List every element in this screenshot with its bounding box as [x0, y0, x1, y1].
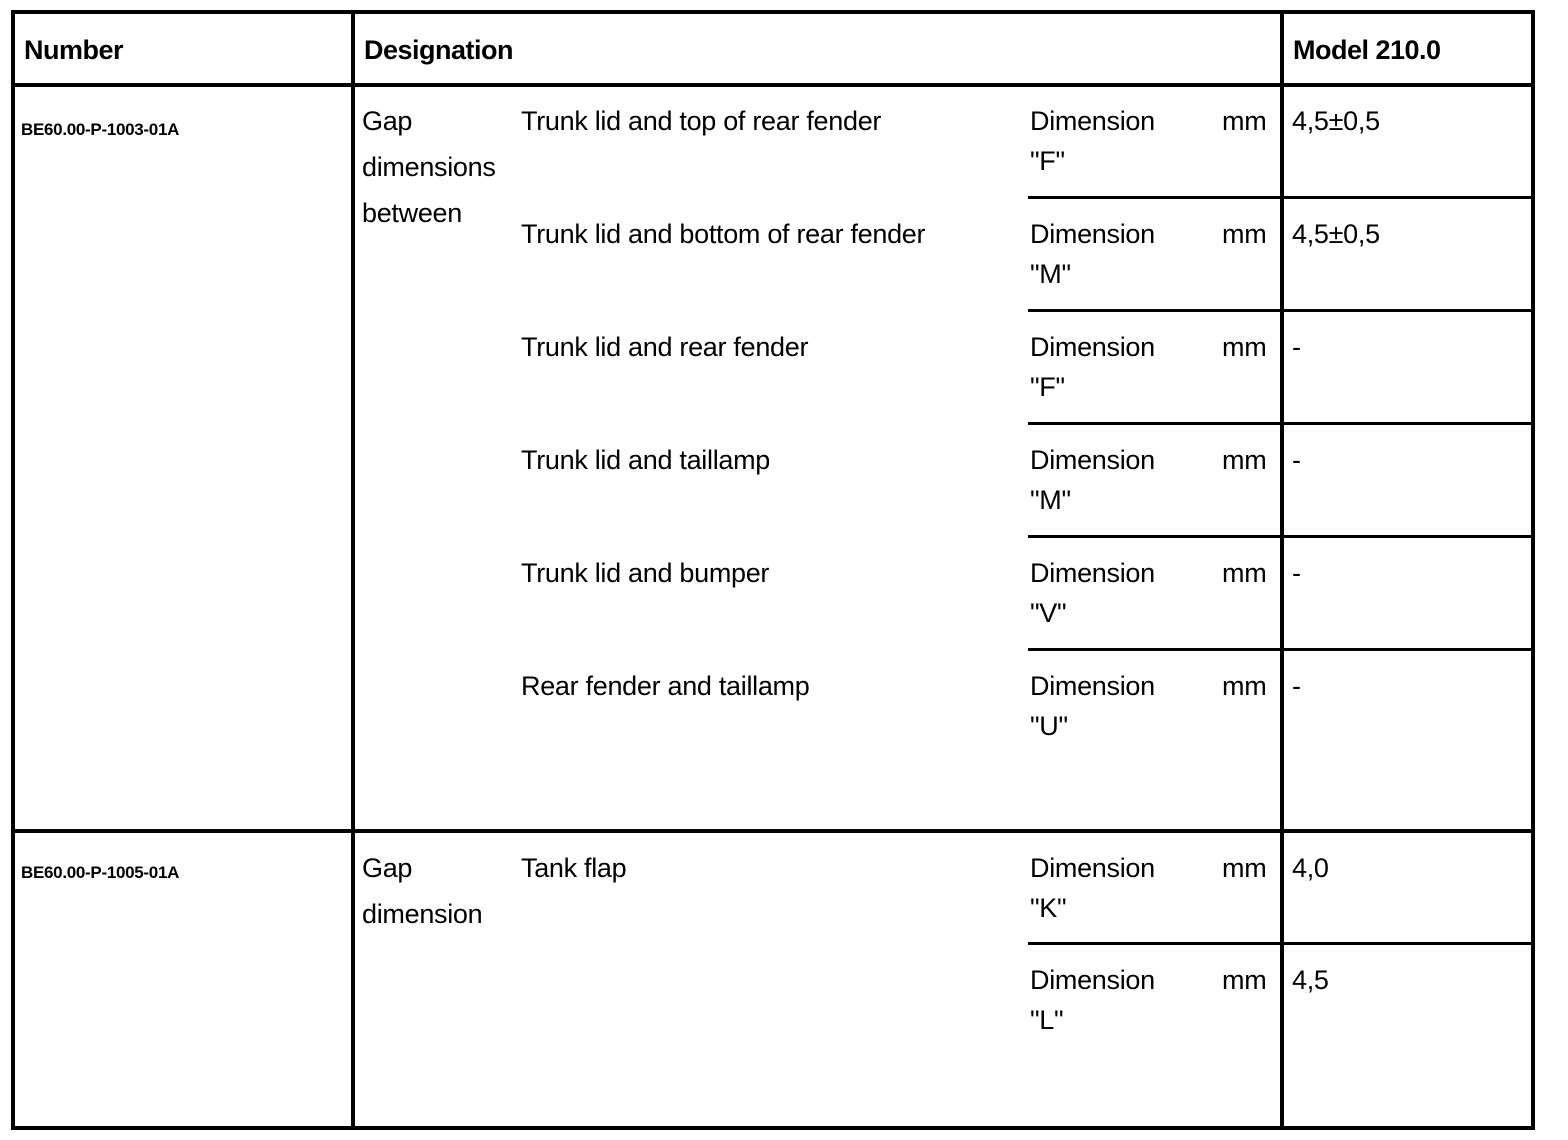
row-unit: mm	[1222, 965, 1267, 995]
row-unit: mm	[1222, 671, 1267, 701]
row-description: Trunk lid and top of rear fender	[521, 106, 882, 136]
header-divider	[11, 83, 1535, 87]
column-divider-number	[351, 12, 355, 1130]
row-value: -	[1292, 445, 1301, 475]
header-designation: Designation	[364, 35, 514, 65]
row-divider	[1028, 535, 1533, 538]
table-border-bottom	[11, 1126, 1535, 1130]
row-divider	[1028, 422, 1533, 425]
row-value: 4,5±0,5	[1292, 219, 1380, 249]
row-value: 4,5±0,5	[1292, 106, 1380, 136]
group-category: Gap dimension	[362, 853, 483, 929]
row-divider	[1028, 648, 1533, 651]
row-description: Trunk lid and rear fender	[521, 332, 809, 362]
row-unit: mm	[1222, 445, 1267, 475]
group-category: Gap dimensions between	[362, 106, 496, 228]
table-border-top	[11, 10, 1535, 14]
group-number: BE60.00-P-1005-01A	[21, 863, 180, 882]
row-description: Trunk lid and bottom of rear fender	[521, 219, 926, 249]
row-dimension: Dimension "K"	[1030, 853, 1155, 923]
row-unit: mm	[1222, 853, 1267, 883]
row-dimension: Dimension "M"	[1030, 219, 1155, 289]
row-unit: mm	[1222, 106, 1267, 136]
header-model: Model 210.0	[1293, 35, 1441, 65]
row-value: 4,0	[1292, 853, 1329, 883]
row-dimension: Dimension "U"	[1030, 671, 1155, 741]
row-divider	[1028, 942, 1533, 945]
row-description: Rear fender and taillamp	[521, 671, 810, 701]
row-dimension: Dimension "F"	[1030, 106, 1155, 176]
row-description: Trunk lid and bumper	[521, 558, 770, 588]
row-description: Trunk lid and taillamp	[521, 445, 771, 475]
row-value: 4,5	[1292, 965, 1329, 995]
row-unit: mm	[1222, 332, 1267, 362]
row-divider	[1028, 196, 1533, 199]
column-divider-model	[1280, 12, 1284, 1130]
row-dimension: Dimension "V"	[1030, 558, 1155, 628]
row-description: Tank flap	[521, 853, 627, 883]
row-dimension: Dimension "L"	[1030, 965, 1155, 1035]
row-value: -	[1292, 558, 1301, 588]
row-dimension: Dimension "M"	[1030, 445, 1155, 515]
row-unit: mm	[1222, 558, 1267, 588]
row-dimension: Dimension "F"	[1030, 332, 1155, 402]
row-value: -	[1292, 332, 1301, 362]
row-divider	[1028, 309, 1533, 312]
row-value: -	[1292, 671, 1301, 701]
table-border-right	[1531, 12, 1535, 1130]
header-number: Number	[24, 35, 124, 65]
table-border-left	[11, 12, 15, 1130]
group-divider	[11, 829, 1535, 833]
group-number: BE60.00-P-1003-01A	[21, 120, 180, 139]
row-unit: mm	[1222, 219, 1267, 249]
